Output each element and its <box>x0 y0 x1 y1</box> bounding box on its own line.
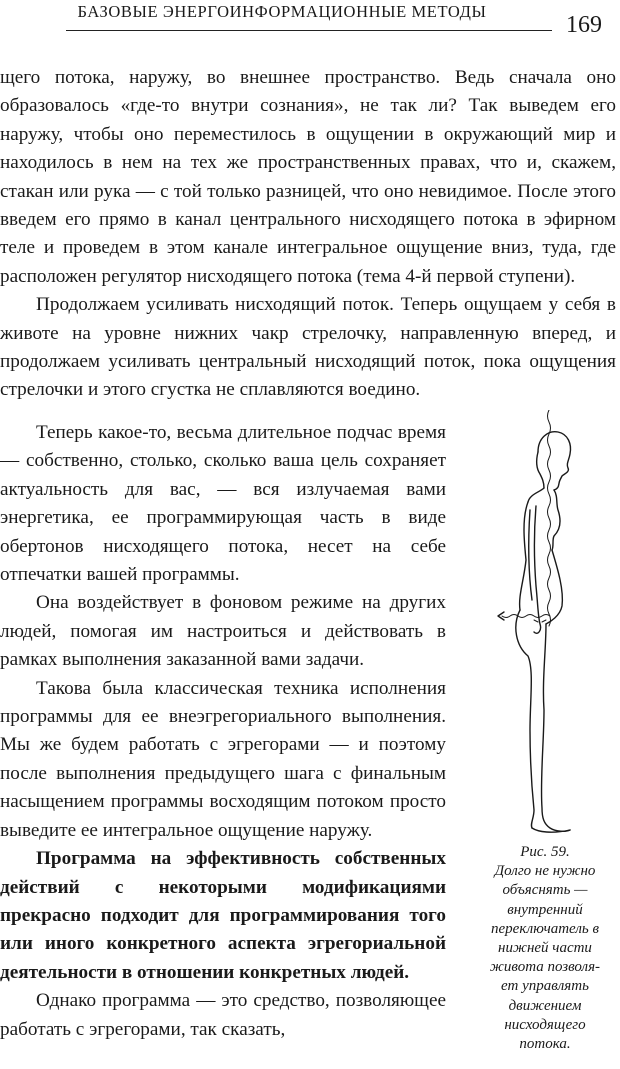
running-head: БАЗОВЫЕ ЭНЕРГОИНФОРМАЦИОННЫЕ МЕТОДЫ <box>77 2 487 21</box>
page-number: 169 <box>566 12 602 38</box>
paragraph: Однако программа — это средство, позволяющее работать с эгрегорами, так сказать, <box>0 990 446 1040</box>
paragraph: Теперь какое-то, весьма длительное подчас время — собственно, столько, сколько ваша цель сохраняет актуальность для вас, — вся излучаемая вами энергетика, ее программирующая часть в виде обертонов нисходящего потока, несет на себе отпечатки вашей программы. <box>0 422 446 586</box>
caption-line: нисходящего <box>504 1016 586 1033</box>
caption-line: ет управлять <box>501 978 589 995</box>
caption-line: движением <box>508 997 582 1014</box>
caption-line: живота позволя- <box>489 959 601 976</box>
paragraph: Она воздействует в фоновом режиме на других людей, помогая им настроиться и действовать в рамках выполнения заказанной вами задачи. <box>0 592 446 671</box>
caption-line: Долго не нужно <box>494 863 596 880</box>
caption-line: потока. <box>519 1036 571 1053</box>
page-header <box>0 0 620 44</box>
human-profile-figure-icon <box>494 410 620 840</box>
caption-line: нижней части <box>498 940 592 957</box>
column-text-block <box>0 419 446 1044</box>
header-rule <box>66 30 552 31</box>
paragraph: Такова была классическая техника исполнения программы для ее внеэгрегориального выполнения. Мы же будем работать с эгрегорами — и поэтому после выполнения предыдущего шага с финальным насыщением программы восходящим потоком просто выведите ее интегральное ощущение наружу. <box>0 677 446 841</box>
caption-line: внутренний <box>507 901 583 918</box>
paragraph: щего потока, наружу, во внешнее пространство. Ведь сначала оно образовалось «где-то внутри сознания», не так ли? Так выведем его наружу, чтобы оно переместилось в ощущении в окружающий мир и находилось в нем на тех же пространственных правах, что и, скажем, стакан или рука — с той только разницей, что оно невидимое. После этого введем его прямо в канал центрального нисходящего потока в эфирном теле и проведем в этом канале интегральное ощущение вниз, туда, где расположен регулятор нисходящего потока (тема 4-й первой ступени). <box>0 67 616 287</box>
top-text-block <box>0 64 616 405</box>
paragraph: Продолжаем усиливать нисходящий поток. Теперь ощущаем у себя в животе на уровне нижних чакр стрелочку, направленную вперед, и продолжаем усиливать центральный нисходящий поток, пока ощущения стрелочки и этого сгустка не сплавляются воедино. <box>0 294 616 401</box>
figure-caption <box>470 843 620 1054</box>
caption-line: объяснять — <box>502 882 588 899</box>
bold-paragraph: Программа на эффективность собственных действий с некоторыми модификациями прекрасно подходит для программирования того или иного конкретного аспекта эгрегориальной деятельности в отношении конкретных людей. <box>0 848 446 983</box>
caption-line: переключатель в <box>491 920 599 937</box>
caption-line: Рис. 59. <box>520 844 570 860</box>
